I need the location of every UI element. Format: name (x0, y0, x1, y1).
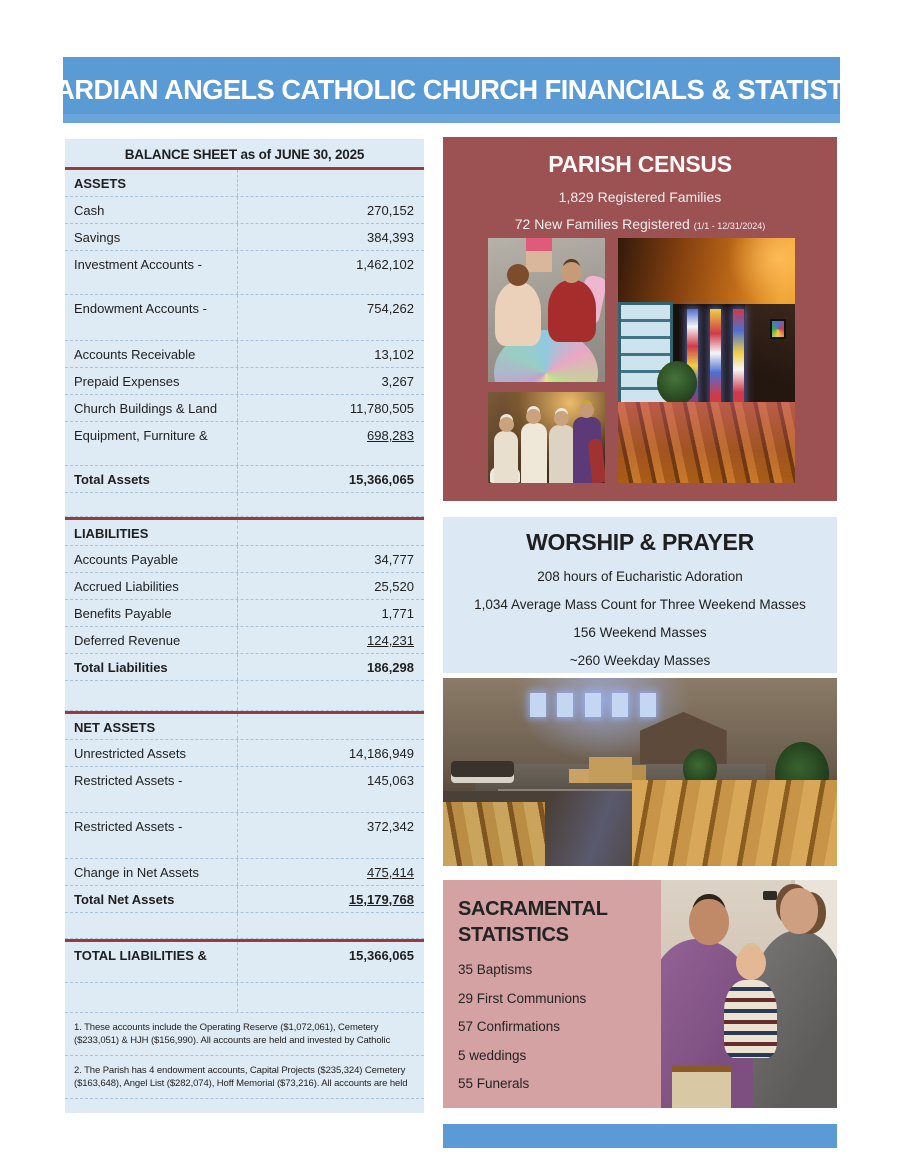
table-row: Investment Accounts - 1,462,102 (65, 251, 424, 295)
child-figure (495, 282, 541, 346)
wall-art (770, 319, 786, 339)
angel-costume-figure (549, 425, 575, 483)
table-row-total-liabilities: Total Liabilities 186,298 (65, 654, 424, 681)
child-figure (548, 280, 596, 342)
table-row: Unrestricted Assets 14,186,949 (65, 740, 424, 767)
new-families-stat: 72 New Families Registered (1/1 - 12/31/2024) (514, 216, 766, 232)
background-figure (526, 238, 552, 272)
worship-prayer-box (443, 517, 837, 673)
spacer-row (65, 913, 424, 939)
table-row: Accrued Liabilities 25,520 (65, 573, 424, 600)
clerestory-window (585, 693, 601, 717)
family-photo (661, 880, 837, 1108)
wall-fixture (763, 891, 777, 900)
chapel-photo (618, 238, 795, 483)
table-row-total-net-assets: Total Net Assets 15,179,768 (65, 886, 424, 913)
table-row: Equipment, Furniture & 698,283 (65, 422, 424, 466)
spacer-row (65, 983, 424, 1013)
wooden-pews-right (632, 780, 837, 866)
wooden-pews (618, 402, 795, 483)
table-row: Deferred Revenue 124,231 (65, 627, 424, 654)
chalk-kids-photo (488, 238, 605, 382)
stained-glass (733, 309, 744, 407)
spacer-row (65, 493, 424, 517)
table-row-total-assets: Total Assets 15,366,065 (65, 466, 424, 493)
section-header-assets: ASSETS (65, 170, 424, 197)
weekday-masses-stat: ~260 Weekday Masses (569, 653, 711, 668)
parish-census-box (443, 137, 837, 501)
sacramental-statistics-box (443, 880, 837, 1108)
table-row: Accounts Payable 34,777 (65, 546, 424, 573)
table-row-total-liabilities-net-assets: TOTAL LIABILITIES & 15,366,065 (65, 939, 424, 983)
pageant-kids-photo (488, 392, 605, 483)
page-title: GUARDIAN ANGELS CATHOLIC CHURCH FINANCIALS & STATISTICS (15, 74, 888, 105)
table-row: Savings 384,393 (65, 224, 424, 251)
page-header (15, 57, 888, 123)
baby-figure (724, 980, 777, 1058)
footer-accent-bar (443, 1124, 837, 1148)
table-row: Change in Net Assets 475,414 (65, 859, 424, 886)
first-communions-stat: 29 First Communions (458, 990, 587, 1006)
wood-ceiling (618, 238, 795, 304)
angel-costume-figure (521, 423, 547, 483)
table-row: Cash 270,152 (65, 197, 424, 224)
table-row: Restricted Assets - 372,342 (65, 813, 424, 859)
clerestory-window (530, 693, 546, 717)
registered-families-stat: 1,829 Registered Families (558, 189, 722, 205)
sanctuary-photo (443, 678, 837, 866)
clerestory-window (640, 693, 656, 717)
clerestory-window (612, 693, 628, 717)
spacer-row (65, 681, 424, 711)
date-range-note: (1/1 - 12/31/2024) (693, 221, 766, 231)
stained-glass (710, 309, 721, 407)
khaki-pants (672, 1072, 732, 1108)
sacramental-stats-panel (443, 880, 661, 1108)
table-row: Restricted Assets - 145,063 (65, 767, 424, 813)
funerals-stat: 55 Funerals (458, 1076, 530, 1091)
table-row: Accounts Receivable 13,102 (65, 341, 424, 368)
mass-count-stat: 1,034 Average Mass Count for Three Weekend Masses (474, 597, 806, 612)
altar-furniture (589, 757, 632, 783)
footnote-1: 1. These accounts include the Operating Reserve ($1,072,061), Cemetery ($233,051) & HJH ($156,990). All accounts are held and invested by Catholic (65, 1013, 424, 1056)
section-header-net-assets: NET ASSETS (65, 711, 424, 740)
worship-prayer-title: WORSHIP & PRAYER (526, 529, 754, 555)
clerestory-window (557, 693, 573, 717)
table-row: Prepaid Expenses 3,267 (65, 368, 424, 395)
footnote-2: 2. The Parish has 4 endowment accounts, Capital Projects ($235,324) Cemetery ($163,648), Angel List ($282,074), Hoff Memorial ($73,216). All accounts are held (65, 1056, 424, 1099)
balance-sheet (65, 139, 424, 1113)
table-row: Benefits Payable 1,771 (65, 600, 424, 627)
confirmations-stat: 57 Confirmations (458, 1019, 561, 1034)
baptisms-stat: 35 Baptisms (458, 962, 533, 977)
wooden-pews-left (443, 802, 545, 866)
weekend-masses-stat: 156 Weekend Masses (573, 625, 707, 640)
parish-census-title: PARISH CENSUS (548, 151, 732, 177)
table-row: Church Buildings & Land 11,780,505 (65, 395, 424, 422)
angel-costume-figure (494, 431, 518, 483)
plant (657, 361, 697, 405)
adoration-stat: 208 hours of Eucharistic Adoration (537, 569, 743, 584)
section-header-liabilities: LIABILITIES (65, 517, 424, 546)
table-row: Endowment Accounts - 754,262 (65, 295, 424, 341)
piano (451, 761, 514, 784)
sacramental-statistics-title: SACRAMENTAL STATISTICS (458, 898, 608, 946)
balance-sheet-title: BALANCE SHEET as of JUNE 30, 2025 (65, 139, 424, 170)
weddings-stat: 5 weddings (458, 1047, 527, 1063)
